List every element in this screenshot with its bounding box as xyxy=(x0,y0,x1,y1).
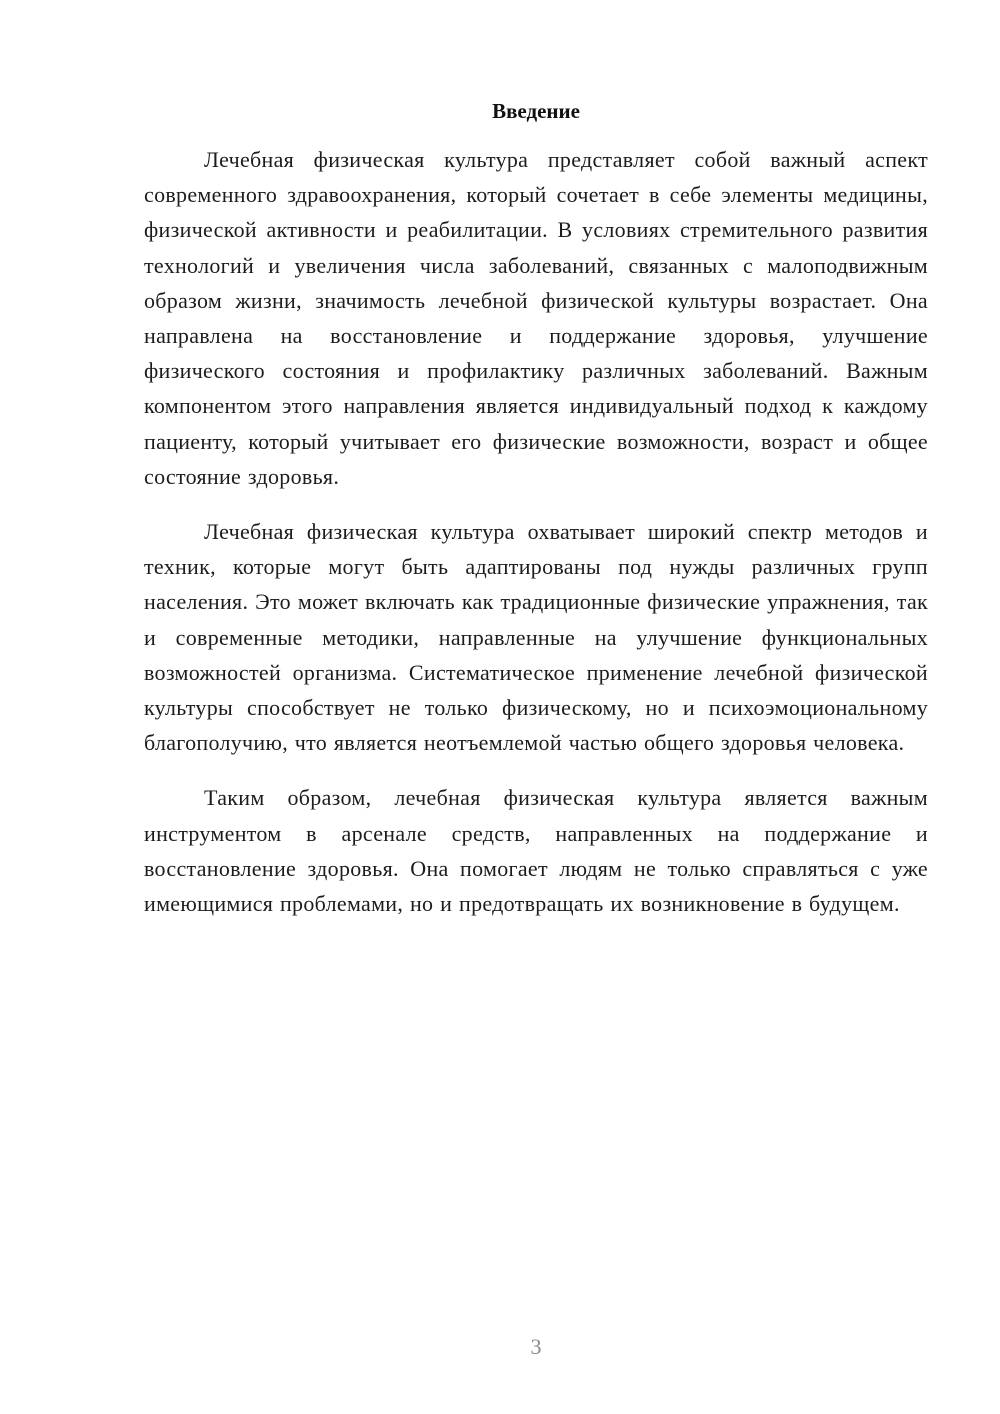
document-body xyxy=(144,142,928,921)
paragraph-1: Лечебная физическая культура представляет собой важный аспект современного здравоохранения, который сочетает в себе элементы медицины, физической активности и реабилитации. В условиях стремительного развития технологий и увеличения числа заболеваний, связанных с малоподвижным образом жизни, значимость лечебной физической культуры возрастает. Она направлена на восстановление и поддержание здоровья, улучшение физического состояния и профилактику различных заболеваний. Важным компонентом этого направления является индивидуальный подход к каждому пациенту, который учитывает его физические возможности, возраст и общее состояние здоровья. xyxy=(144,147,928,489)
paragraph-3: Таким образом, лечебная физическая культура является важным инструментом в арсенале средств, направленных на поддержание и восстановление здоровья. Она помогает людям не только справляться с уже имеющимися проблемами, но и предотвращать их возникновение в будущем. xyxy=(144,785,928,917)
page-title: Введение xyxy=(492,99,580,123)
page-number: 3 xyxy=(530,1334,542,1359)
paragraph-2: Лечебная физическая культура охватывает широкий спектр методов и техник, которые могут быть адаптированы под нужды различных групп населения. Это может включать как традиционные физические упражнения, так и современные методики, направленные на улучшение функциональных возможностей организма. Систематическое применение лечебной физической культуры способствует не только физическому, но и психоэмоциональному благополучию, что является неотъемлемой частью общего здоровья человека. xyxy=(144,519,928,756)
